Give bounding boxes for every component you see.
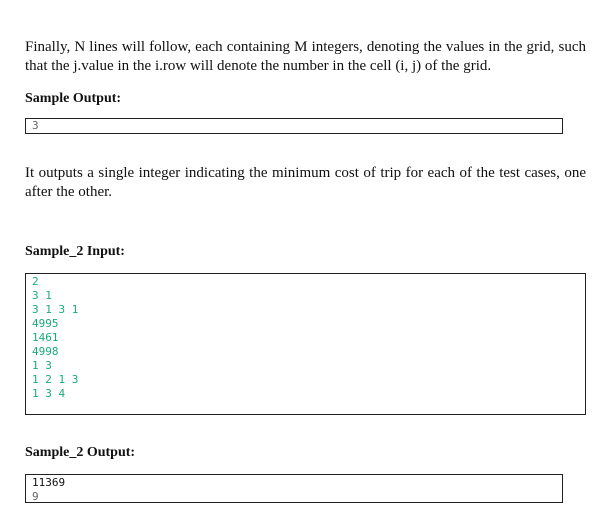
grid-description-paragraph: Finally, N lines will follow, each containing M integers, denoting the values in the grid, such that the j.value in the i.row will denote the number in the cell (i, j) of the grid. (25, 39, 586, 74)
sample2-input-line: 4995 (32, 317, 59, 330)
sample2-input-line: 1 3 (32, 359, 52, 372)
sample-output-heading: Sample Output: (25, 91, 122, 106)
sample2-input-heading: Sample_2 Input: (25, 244, 125, 259)
output-description-paragraph: It outputs a single integer indicating the minimum cost of trip for each of the test cases, one after the other. (25, 165, 586, 200)
sample2-input-line: 3 1 (32, 289, 52, 302)
sample2-output-line: 9 (32, 490, 39, 503)
sample2-input-line: 1 3 4 (32, 387, 66, 400)
sample2-input-line: 1461 (32, 331, 59, 344)
sample2-output-box (25, 474, 563, 503)
sample2-output-heading: Sample_2 Output: (25, 445, 136, 460)
sample2-input-line: 4998 (32, 345, 59, 358)
sample-output-box (25, 118, 563, 134)
sample-output-line: 3 (32, 119, 39, 132)
sample2-input-line: 2 (32, 275, 39, 288)
sample2-input-line: 1 2 1 3 (32, 373, 79, 386)
sample2-input-box (25, 273, 586, 415)
sample2-output-line: 11369 (32, 476, 66, 489)
sample2-input-line: 3 1 3 1 (32, 303, 79, 316)
